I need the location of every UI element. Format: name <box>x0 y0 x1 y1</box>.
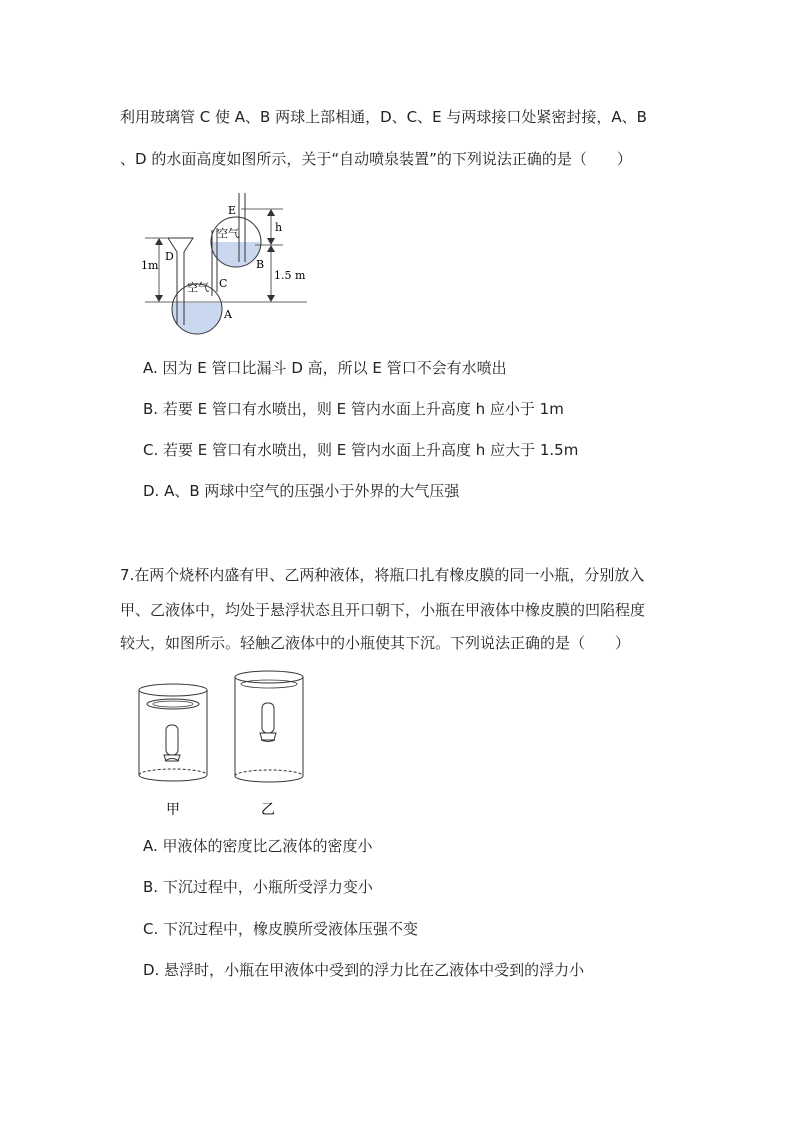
q6-option-a: A. 因为 E 管口比漏斗 D 高，所以 E 管口不会有水喷出 <box>143 359 507 377</box>
bottle-jia <box>166 725 178 755</box>
q7-option-a: A. 甲液体的密度比乙液体的密度小 <box>143 837 373 855</box>
bottle-yi <box>262 703 274 733</box>
label-c: C <box>219 277 228 290</box>
q6-stem-line-1: 利用玻璃管 C 使 A、B 两球上部相通，D、C、E 与两球接口处紧密封接，A、B <box>120 108 647 126</box>
label-e: E <box>228 204 237 217</box>
q7-option-b: B. 下沉过程中，小瓶所受浮力变小 <box>143 878 373 896</box>
label-a: A <box>224 308 232 321</box>
label-jia: 甲 <box>166 802 180 818</box>
label-1m: 1m <box>141 259 159 272</box>
q6-option-c: C. 若要 E 管口有水喷出，则 E 管内水面上升高度 h 应大于 1.5m <box>143 441 579 459</box>
q7-beakers-diagram <box>130 660 310 820</box>
label-air-top: 空气 <box>217 227 239 240</box>
label-air-bottom: 空气 <box>187 281 209 294</box>
q7-option-c: C. 下沉过程中，橡皮膜所受液体压强不变 <box>143 920 419 938</box>
label-yi: 乙 <box>261 802 275 818</box>
ball-b-water <box>205 242 275 282</box>
q7-stem-line-1: 7.在两个烧杯内盛有甲、乙两种液体，将瓶口扎有橡皮膜的同一小瓶，分别放入 <box>120 566 645 584</box>
label-d: D <box>165 250 174 263</box>
q6-stem-line-2: 、D 的水面高度如图所示，关于“自动喷泉装置”的下列说法正确的是（ ） <box>120 150 632 168</box>
q7-option-d: D. 悬浮时，小瓶在甲液体中受到的浮力比在乙液体中受到的浮力小 <box>143 961 585 979</box>
beaker-jia <box>139 684 207 781</box>
label-b: B <box>256 258 265 271</box>
q6-option-b: B. 若要 E 管口有水喷出，则 E 管内水面上升高度 h 应小于 1m <box>143 400 564 418</box>
beaker-yi <box>235 671 303 782</box>
q7-stem-line-2: 甲、乙液体中，均处于悬浮状态且开口朝下，小瓶在甲液体中橡皮膜的凹陷程度 <box>120 601 646 619</box>
q7-stem-line-3: 较大，如图所示。轻触乙液体中的小瓶使其下沉。下列说法正确的是（ ） <box>120 634 631 652</box>
q6-option-d: D. A、B 两球中空气的压强小于外界的大气压强 <box>143 482 460 500</box>
label-h: h <box>275 221 283 234</box>
q6-fountain-diagram <box>135 190 325 335</box>
label-1-5m: 1.5 m <box>274 269 306 282</box>
